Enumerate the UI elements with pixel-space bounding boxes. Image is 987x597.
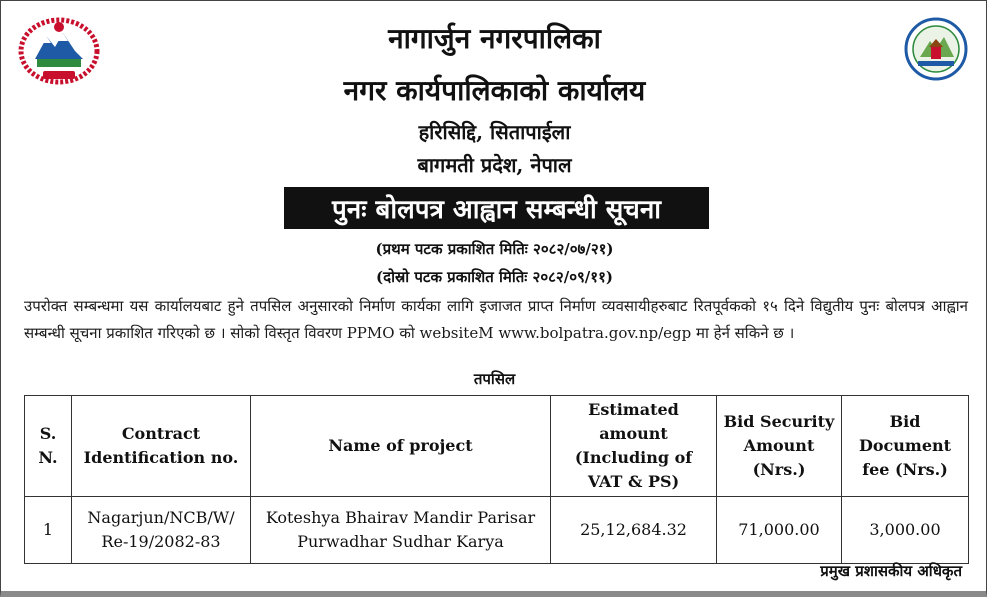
header-estimated-amount: Estimated amount (Including of VAT & PS) bbox=[551, 396, 717, 497]
header-contract-id: Contract Identification no. bbox=[72, 396, 251, 497]
header-bid-security: Bid Security Amount (Nrs.) bbox=[717, 396, 842, 497]
cell-bid-security: 71,000.00 bbox=[717, 497, 842, 564]
office-name: नगर कार्यपालिकाको कार्यालय bbox=[343, 74, 646, 107]
notice-paragraph: उपरोक्त सम्बन्धमा यस कार्यालयबाट हुने तपसिल अनुसारको निर्माण कार्यका लागि इजाजत प्राप्त निर्माण व्यवसायीहरुबाट रितपूर्वकको १५ दिने विद्युतीय पुनः बोलपत्र आह्वान सम्बन्धी सूचना प्रकाशित गरिएको छ । सोको विस्तृत विवरण PPMO को websiteM www.bolpatra.gov.np/egp मा हेर्न सकिने छ । bbox=[24, 297, 968, 342]
table-row bbox=[25, 497, 969, 564]
municipality-name: नागार्जुन नगरपालिका bbox=[388, 22, 601, 55]
cell-contract-id: Nagarjun/NCB/W/ Re-19/2082-83 bbox=[72, 497, 251, 564]
table-header-row bbox=[25, 396, 969, 497]
first-publication-date: (प्रथम पटक प्रकाशित मितिः २०८२/०७/२१) bbox=[375, 240, 614, 258]
tender-table bbox=[24, 395, 969, 564]
province-name: बागमती प्रदेश, नेपाल bbox=[417, 153, 572, 177]
cell-project-name: Koteshya Bhairav Mandir Parisar Purwadhar Sudhar Karya bbox=[251, 497, 551, 564]
notice-title-banner bbox=[284, 187, 709, 229]
header-bid-document-fee: Bid Document fee (Nrs.) bbox=[842, 396, 969, 497]
cell-sn: 1 bbox=[25, 497, 72, 564]
notice-title: पुनः बोलपत्र आह्वान सम्बन्धी सूचना bbox=[332, 195, 661, 225]
header-project-name: Name of project bbox=[251, 396, 551, 497]
schedule-heading: तपसिल bbox=[473, 370, 516, 388]
office-location: हरिसिद्दि, सितापाईला bbox=[418, 120, 571, 144]
signature-title: प्रमुख प्रशासकीय अधिकृत bbox=[820, 562, 962, 580]
cell-estimated-amount: 25,12,684.32 bbox=[551, 497, 717, 564]
second-publication-date: (दोस्रो पटक प्रकाशित मितिः २०८२/०९/११) bbox=[376, 268, 613, 286]
header-sn: S. N. bbox=[25, 396, 72, 497]
cell-bid-document-fee: 3,000.00 bbox=[842, 497, 969, 564]
